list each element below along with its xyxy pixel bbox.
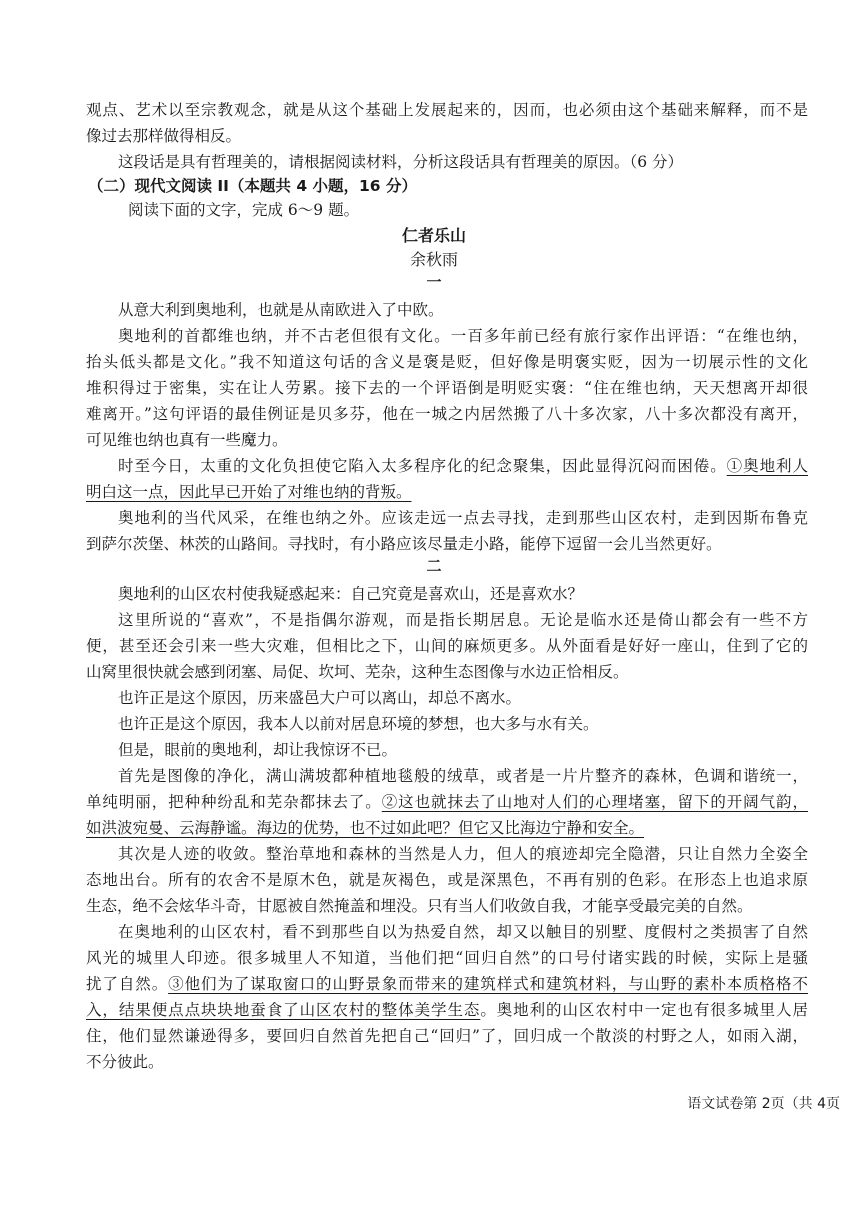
paragraph-line: 风光的城里人印迹。很多城里人不知道，当他们把“回归自然”的口号付诸实践的时候，实际上是骚 [86, 949, 808, 967]
paragraph-line: 其次是人迹的收敛。整治草地和森林的当然是人力，但人的痕迹却完全隐潜，只让自然力全姿全 [118, 845, 808, 863]
paragraph-line: 在奥地利的山区农村，看不到那些自以为热爱自然，却又以触目的别墅、度假村之类损害了自然 [118, 923, 808, 941]
paragraph-line [86, 790, 808, 814]
text-run: 时至今日，太重的文化负担使它陷入太多程序化的纪念聚集，因此显得沉闷而困倦。 [118, 457, 727, 475]
instruction: 阅读下面的文字，完成 6～9 题。 [128, 201, 360, 219]
underlined-sentence-2: ②这也就抹去了山地对人们的心理堵塞，留下的开阔气韵， [381, 793, 808, 811]
text-run: 扰了自然。 [86, 975, 169, 993]
paragraph-line: 到萨尔茨堡、林茨的山路间。寻找时，有小路应该尽量走小路，能停下逗留一会儿当然更好。 [86, 535, 722, 553]
paragraph-line: 首先是图像的净化，满山满坡都种植地毯般的绒草，或者是一片片整齐的森林，色调和谐统一， [118, 767, 808, 785]
section-number: 二 [426, 557, 442, 575]
underlined-sentence-1: ①奥地利人 [726, 457, 808, 475]
article-author: 余秋雨 [409, 250, 458, 269]
paragraph-line: 也许正是这个原因，我本人以前对居息环境的梦想，也大多与水有关。 [118, 715, 599, 733]
paragraph-line [86, 972, 808, 996]
question-prompt: 这段话是具有哲理美的，请根据阅读材料，分析这段话具有哲理美的原因。（6 分） [118, 153, 684, 171]
text-line: 像过去那样做得相反。 [86, 127, 242, 145]
paragraph-line: 住，他们显然谦逊得多，要回归自然首先把自己“回归”了，回归成一个散淡的村野之人，如雨入湖， [86, 1027, 808, 1045]
underlined-sentence-1: 明白这一点，因此早已开始了对维也纳的背叛。 [86, 483, 412, 501]
paragraph-line [86, 480, 808, 504]
paragraph-line [86, 998, 808, 1022]
paragraph-line: 生态，绝不会炫华斗奇，甘愿被自然掩盖和埋没。只有当人们收敛自我，才能享受最完美的自然。 [86, 897, 753, 915]
section-number: 一 [426, 273, 442, 291]
text-run: 。奥地利的山区农村中一定也有很多城里人居 [480, 1001, 808, 1019]
section-heading: （二）现代文阅读 II（本题共 4 小题，16 分） [88, 177, 417, 195]
paragraph-line: 态地出台。所有的农舍不是原木色，就是灰褐色，或是深黑色，不再有别的色彩。在形态上也追求原 [86, 871, 808, 889]
paragraph-line: 这里所说的“喜欢”，不是指偶尔游观，而是指长期居息。无论是临水还是倚山都会有一些不方 [118, 611, 808, 629]
page-footer: 语文试卷第 2页（共 4页 [687, 1096, 840, 1112]
paragraph-line: 抬头低头都是文化。”我不知道这句话的含义是褒是贬，但好像是明褒实贬，因为一切展示性的文化 [86, 353, 808, 371]
paragraph-line: 便，甚至还会引来一些大灾难，但相比之下，山间的麻烦更多。从外面看是好好一座山，住到了它的 [86, 637, 808, 655]
paragraph-line [86, 816, 808, 840]
paragraph-line: 但是，眼前的奥地利，却让我惊讶不已。 [118, 741, 398, 759]
paragraph-line [118, 454, 808, 478]
paragraph-line: 奥地利的首都维也纳，并不古老但很有文化。一百多年前已经有旅行家作出评语：“在维也纳， [118, 327, 808, 345]
paragraph-line: 山窝里很快就会感到闭塞、局促、坎坷、芜杂，这种生态图像与水边正恰相反。 [86, 663, 629, 681]
paragraph-line: 可见维也纳也真有一些魔力。 [86, 431, 288, 449]
text-line: 观点、艺术以至宗教观念，就是从这个基础上发展起来的，因而，也必须由这个基础来解释，而不是 [86, 101, 808, 119]
paragraph-line: 从意大利到奥地利，也就是从南欧进入了中欧。 [118, 301, 444, 319]
paragraph-line: 也许正是这个原因，历来盛邑大户可以离山，却总不离水。 [118, 689, 522, 707]
paragraph-line: 奥地利的山区农村使我疑惑起来：自己究竟是喜欢山，还是喜欢水？ [118, 585, 584, 603]
underlined-sentence-3: 入，结果便点点块块地蚕食了山区农村的整体美学生态 [86, 1001, 481, 1019]
paragraph-line: 不分彼此。 [86, 1053, 164, 1071]
underlined-sentence-2: 如洪波宛曼、云海静谧。海边的优势，也不过如此吧？但它又比海边宁静和安全。 [86, 819, 645, 837]
text-run: 单纯明丽，把种种纷乱和芜杂都抹去了。 [86, 793, 382, 811]
article-title: 仁者乐山 [401, 226, 466, 245]
paragraph-line: 难离开。”这句评语的最佳例证是贝多芬，他在一城之内居然搬了八十多次家，八十多次都没有离开， [86, 405, 808, 423]
paragraph-line: 堆积得过于密集，实在让人劳累。接下去的一个评语倒是明贬实褒：“住在维也纳，天天想离开却很 [86, 379, 808, 397]
paragraph-line: 奥地利的当代风采，在维也纳之外。应该走远一点去寻找，走到那些山区农村，走到因斯布鲁克 [118, 509, 808, 527]
underlined-sentence-3: ③他们为了谋取窗口的山野景象而带来的建筑样式和建筑材料，与山野的素朴本质格格不 [168, 975, 808, 993]
